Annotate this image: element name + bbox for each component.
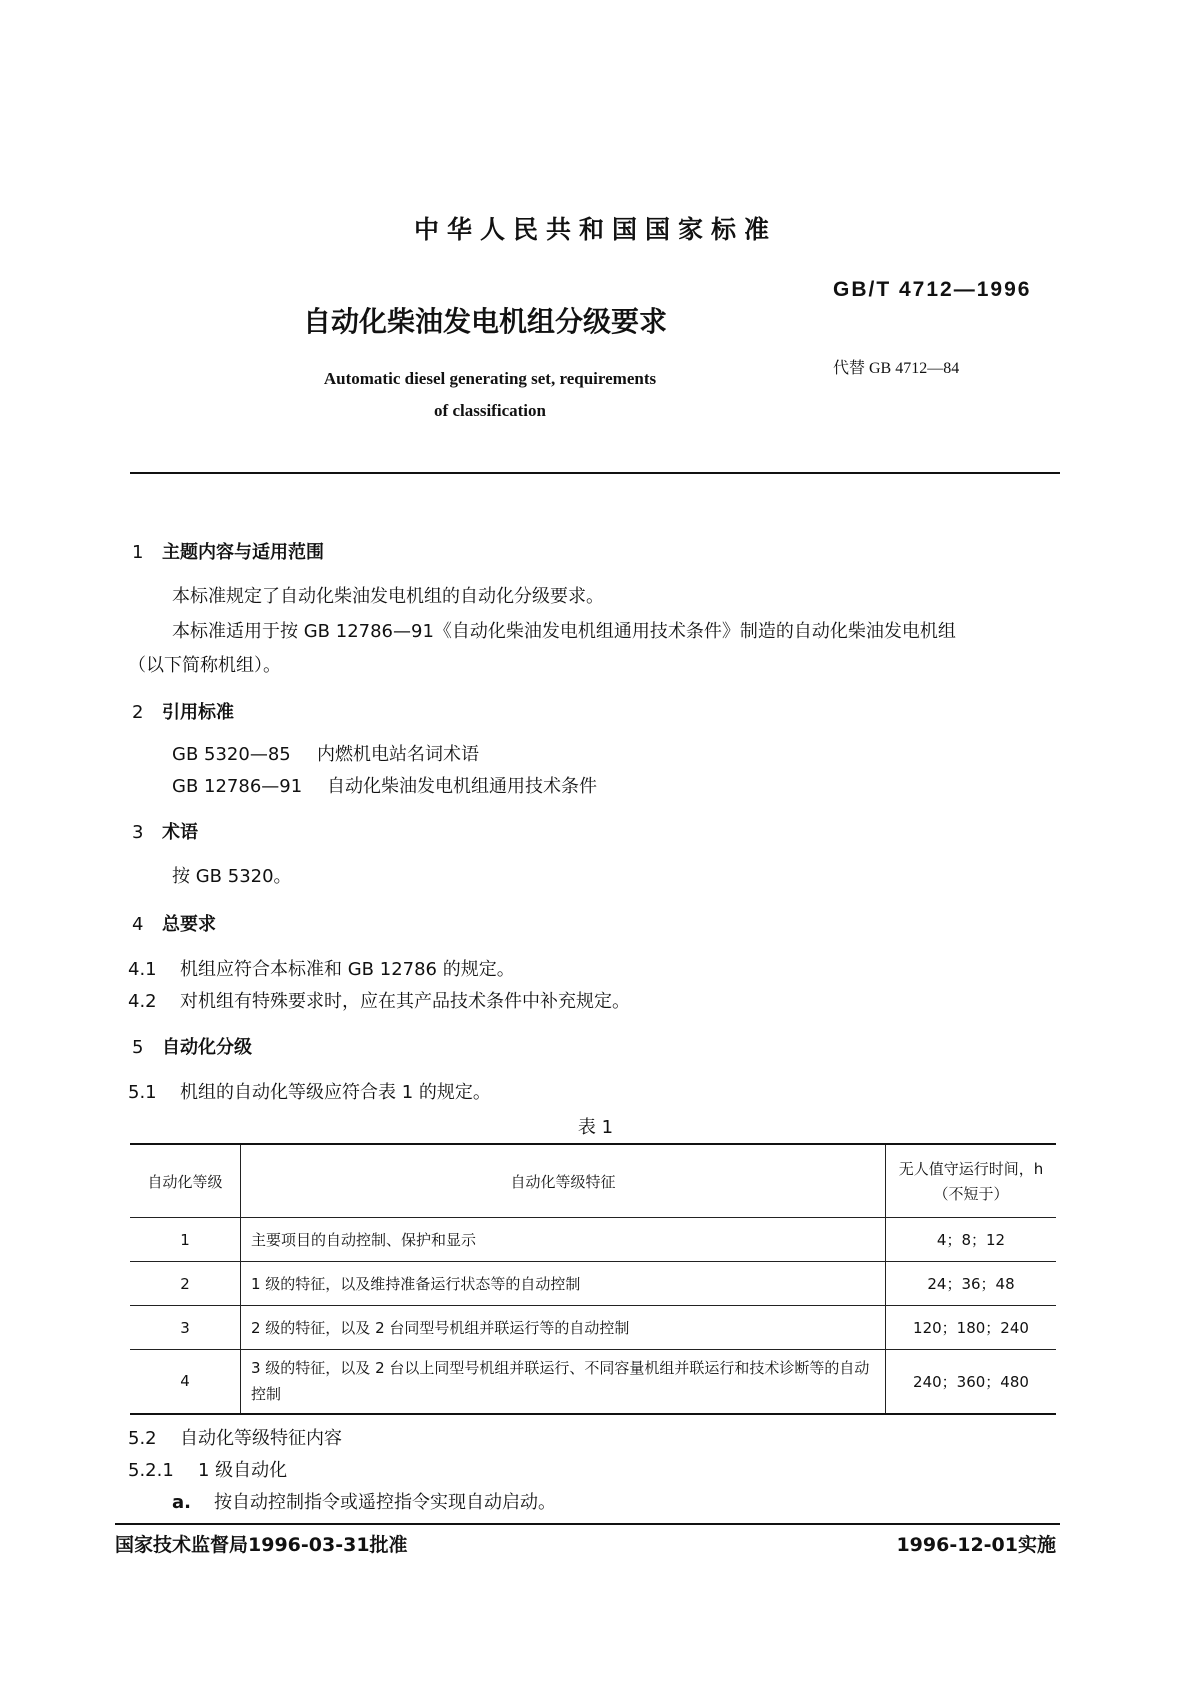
cell-time: 120；180；240 bbox=[886, 1306, 1057, 1350]
cell-level: 1 bbox=[130, 1218, 241, 1262]
english-title bbox=[230, 363, 750, 427]
section-number: 3 bbox=[132, 822, 144, 843]
col-header-time-line2: （不短于） bbox=[933, 1185, 1009, 1203]
page-title: 自动化柴油发电机组分级要求 bbox=[302, 305, 667, 338]
section-2-heading bbox=[132, 698, 234, 724]
cell-feature: 1 级的特征，以及维持准备运行状态等的自动控制 bbox=[241, 1262, 886, 1306]
section-number: 1 bbox=[132, 542, 144, 563]
section-title: 主题内容与适用范围 bbox=[162, 542, 324, 563]
standard-code: GB/T 4712—1996 bbox=[833, 278, 1032, 301]
clause-number: 4.1 bbox=[128, 959, 157, 980]
clause bbox=[128, 955, 515, 981]
cell-time: 4；8；12 bbox=[886, 1218, 1057, 1262]
effective-date: 1996-12-01实施 bbox=[896, 1534, 1056, 1556]
approval-date: 国家技术监督局1996-03-31批准 bbox=[115, 1534, 408, 1556]
cell-feature: 主要项目的自动控制、保护和显示 bbox=[241, 1218, 886, 1262]
list-item-text: 按自动控制指令或遥控指令实现自动启动。 bbox=[214, 1492, 556, 1513]
table-row bbox=[130, 1218, 1056, 1262]
table-row bbox=[130, 1306, 1056, 1350]
cell-level: 4 bbox=[130, 1350, 241, 1414]
section-5-heading bbox=[132, 1033, 252, 1059]
table-header-row bbox=[130, 1144, 1056, 1218]
clause bbox=[128, 987, 630, 1013]
clause bbox=[128, 1456, 287, 1482]
clause-number: 5.2.1 bbox=[128, 1460, 174, 1481]
cell-level: 3 bbox=[130, 1306, 241, 1350]
clause-number: 5.2 bbox=[128, 1428, 157, 1449]
clause-text: 自动化等级特征内容 bbox=[180, 1428, 342, 1449]
section-4-heading bbox=[132, 910, 216, 936]
paragraph: 按 GB 5320。 bbox=[172, 866, 292, 887]
section-1-heading bbox=[132, 538, 324, 564]
clause-text: 机组的自动化等级应符合表 1 的规定。 bbox=[180, 1082, 491, 1103]
col-header-feature: 自动化等级特征 bbox=[241, 1144, 886, 1218]
clause-number: 5.1 bbox=[128, 1082, 157, 1103]
section-title: 术语 bbox=[162, 822, 198, 843]
section-title: 自动化分级 bbox=[162, 1037, 252, 1058]
section-number: 5 bbox=[132, 1037, 144, 1058]
col-header-level: 自动化等级 bbox=[130, 1144, 241, 1218]
clause-number: 4.2 bbox=[128, 991, 157, 1012]
section-number: 4 bbox=[132, 914, 144, 935]
english-title-line2: of classification bbox=[434, 401, 546, 420]
cell-level: 2 bbox=[130, 1262, 241, 1306]
clause bbox=[128, 1078, 491, 1104]
cell-time: 240；360；480 bbox=[886, 1350, 1057, 1414]
table-row bbox=[130, 1350, 1056, 1414]
list-item-label: a. bbox=[172, 1492, 191, 1513]
section-number: 2 bbox=[132, 702, 144, 723]
reference-code: GB 5320—85 bbox=[172, 744, 291, 765]
reference-code: GB 12786—91 bbox=[172, 776, 303, 797]
paragraph: （以下简称机组）。 bbox=[128, 655, 281, 676]
reference-item bbox=[172, 772, 597, 798]
clause-text: 机组应符合本标准和 GB 12786 的规定。 bbox=[180, 959, 515, 980]
reference-item bbox=[172, 740, 479, 766]
table-caption: 表 1 bbox=[577, 1117, 614, 1138]
footer-divider bbox=[115, 1523, 1060, 1525]
standard-country-title: 中华人民共和国国家标准 bbox=[413, 215, 777, 244]
cell-time: 24；36；48 bbox=[886, 1262, 1057, 1306]
cell-feature: 2 级的特征，以及 2 台同型号机组并联运行等的自动控制 bbox=[241, 1306, 886, 1350]
section-3-heading bbox=[132, 818, 198, 844]
replaces-standard: 代替 GB 4712—84 bbox=[833, 360, 960, 377]
clause-text: 1 级自动化 bbox=[198, 1460, 288, 1481]
paragraph: 本标准规定了自动化柴油发电机组的自动化分级要求。 bbox=[172, 586, 604, 607]
reference-name: 自动化柴油发电机组通用技术条件 bbox=[327, 776, 597, 797]
section-title: 总要求 bbox=[162, 914, 216, 935]
classification-table bbox=[130, 1143, 1056, 1415]
english-title-line1: Automatic diesel generating set, requirements bbox=[323, 369, 657, 388]
list-item bbox=[172, 1488, 556, 1514]
paragraph: 本标准适用于按 GB 12786—91《自动化柴油发电机组通用技术条件》制造的自动化柴油发电机组 bbox=[172, 621, 956, 642]
clause-text: 对机组有特殊要求时，应在其产品技术条件中补充规定。 bbox=[180, 991, 630, 1012]
col-header-time bbox=[886, 1144, 1057, 1218]
cell-feature: 3 级的特征，以及 2 台以上同型号机组并联运行、不同容量机组并联运行和技术诊断等的自动控制 bbox=[241, 1350, 886, 1414]
header-divider bbox=[130, 472, 1060, 474]
clause bbox=[128, 1424, 342, 1450]
reference-name: 内燃机电站名词术语 bbox=[317, 744, 479, 765]
section-title: 引用标准 bbox=[162, 702, 234, 723]
col-header-time-line1: 无人值守运行时间，h bbox=[898, 1160, 1044, 1178]
table-row bbox=[130, 1262, 1056, 1306]
